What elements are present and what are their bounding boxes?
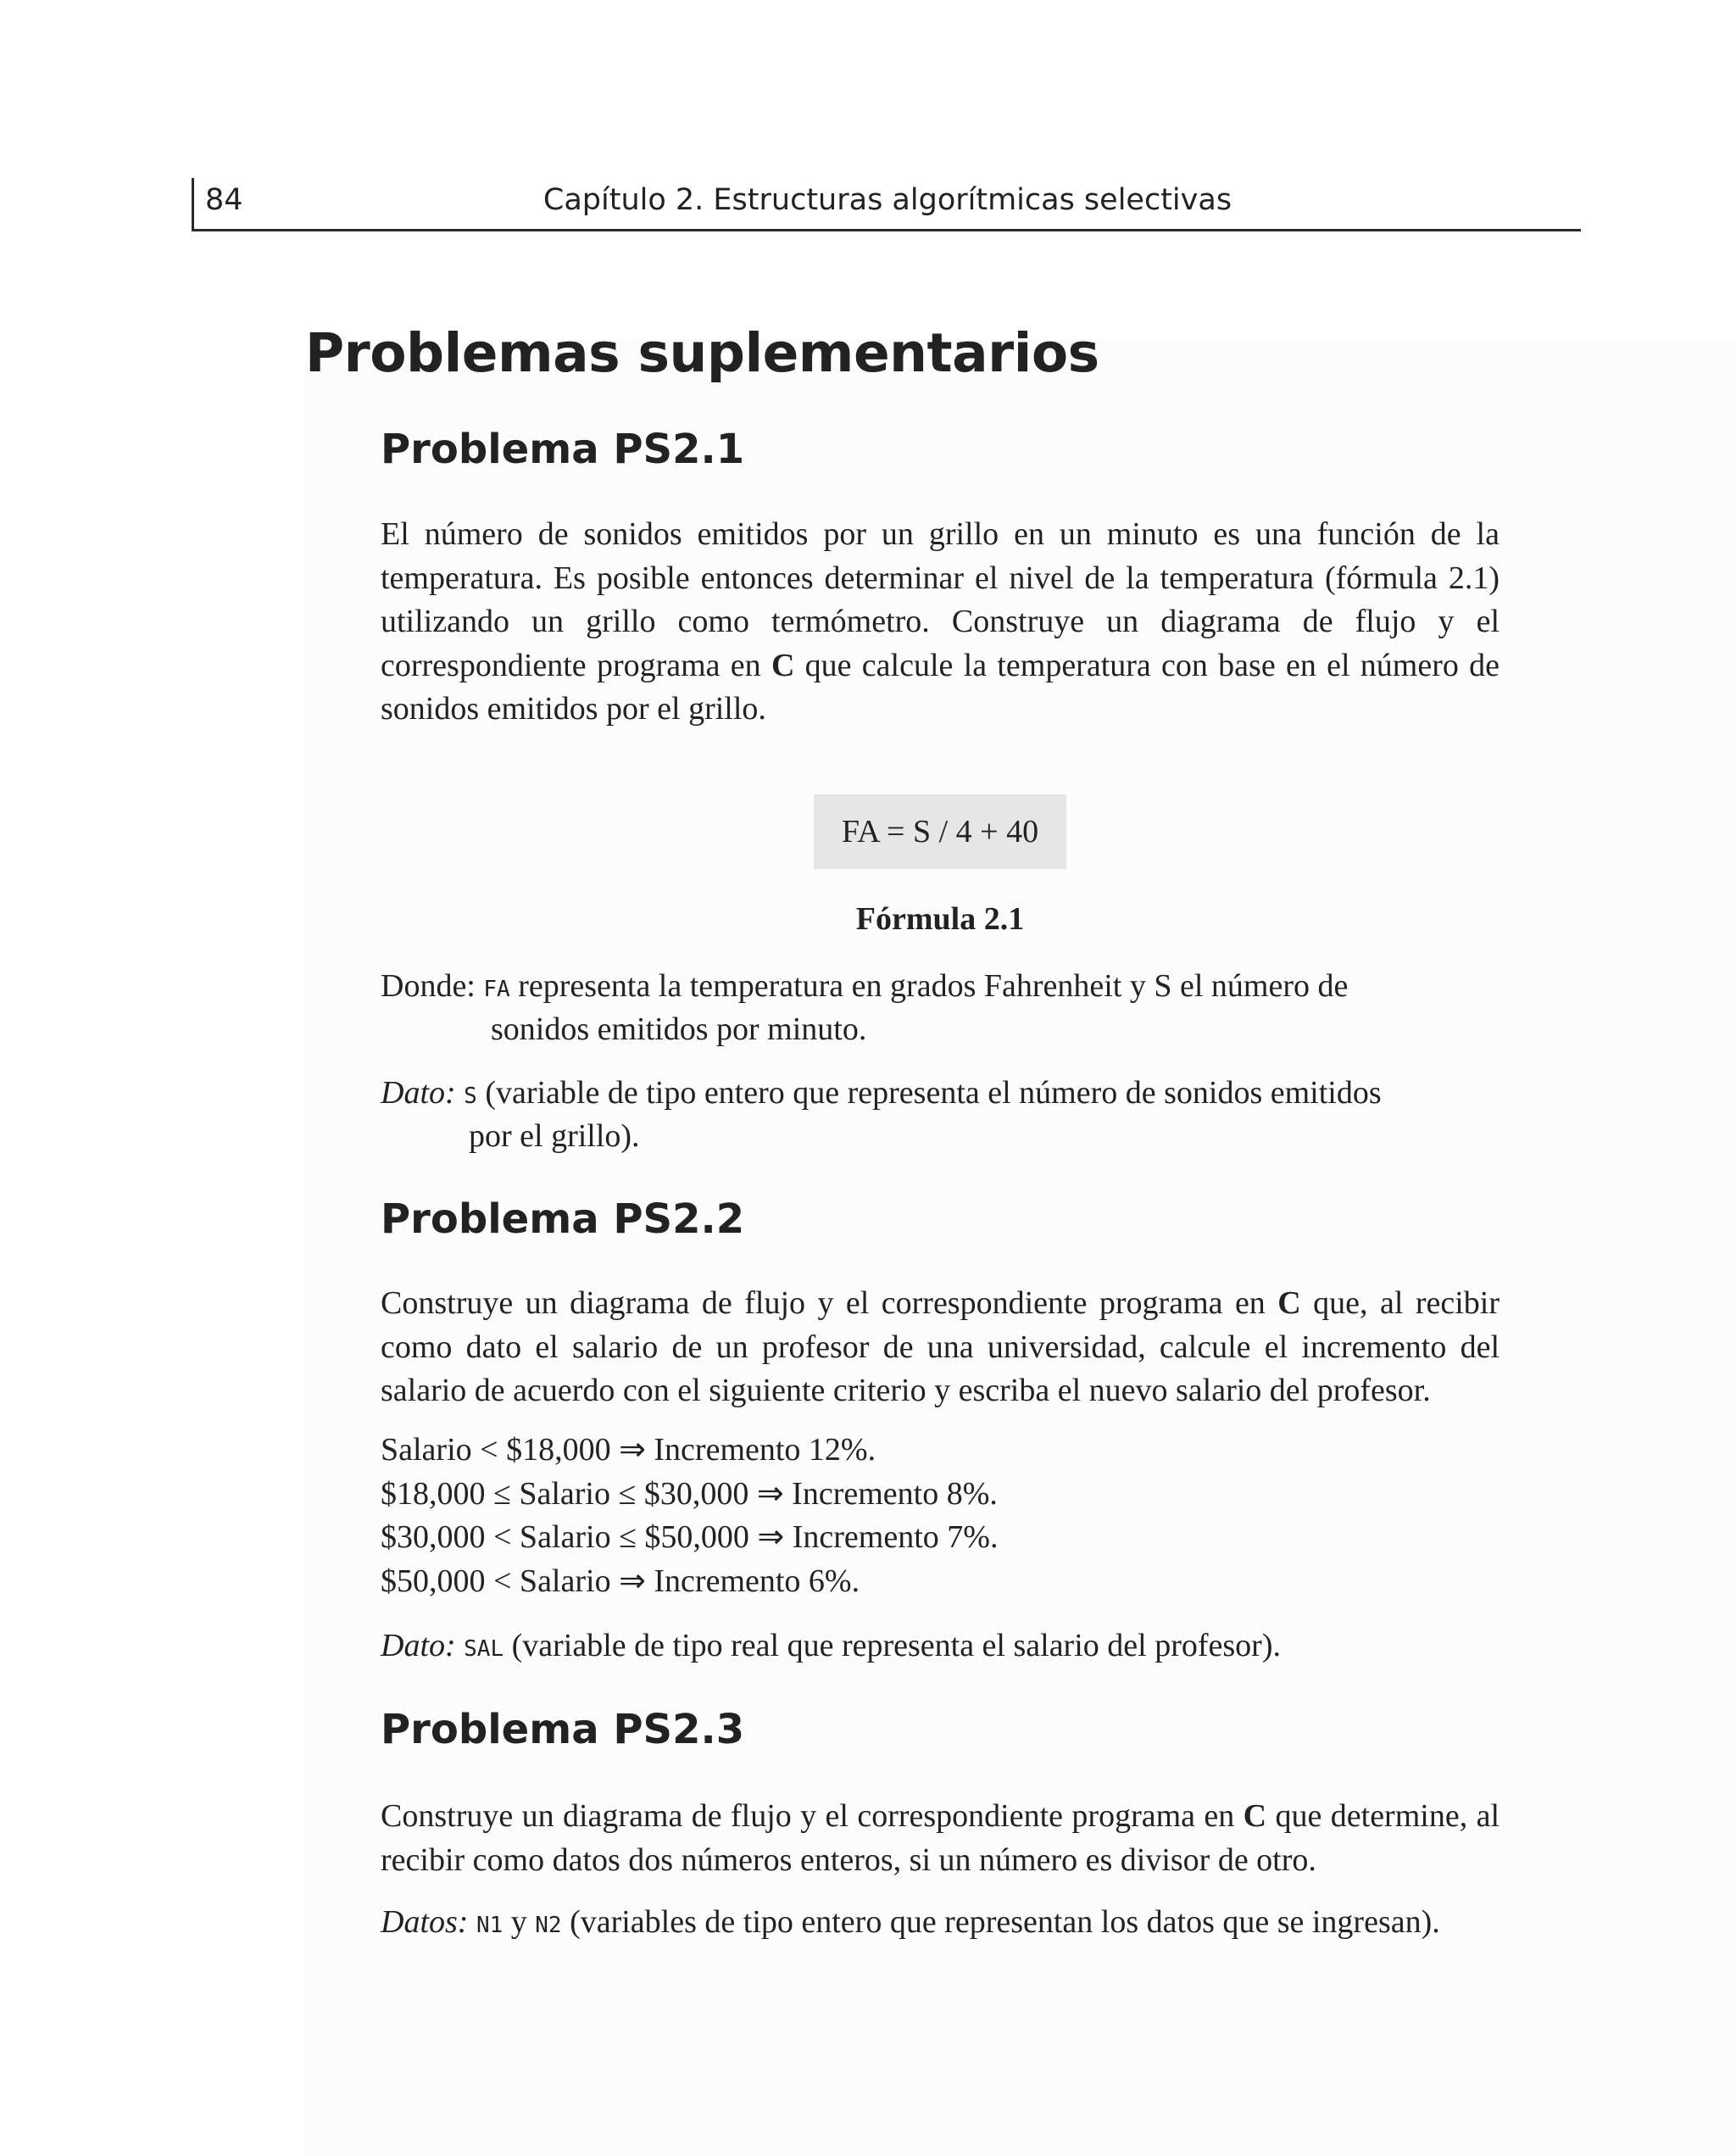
problem-ps2-2-text: Construye un diagrama de flujo y el correspondiente programa en C que, al recibir como dato el salario de un profesor de una universidad, calcule el incremento del salario de acuerdo con el siguiente criterio y escriba el nuevo salario del profesor. — [381, 1285, 1500, 1408]
criteria-list — [381, 1429, 998, 1603]
section-title: Problemas suplementarios — [305, 322, 1099, 384]
dato-line: Dato: S (variable de tipo entero que representa el número de sonidos emitidos — [381, 1075, 1382, 1111]
page-number: 84 — [205, 183, 243, 217]
dato-sal-line: Dato: SAL (variable de tipo real que representa el salario del profesor). — [381, 1628, 1281, 1663]
criterion-item: $50,000 < Salario ⇒ Incremento 6%. — [381, 1563, 860, 1599]
problem-ps2-2-title: Problema PS2.2 — [381, 1195, 745, 1243]
formula-box: FA = S / 4 + 40 — [814, 794, 1066, 869]
problem-ps2-3-title: Problema PS2.3 — [381, 1706, 745, 1753]
page-header — [192, 178, 1581, 231]
problem-ps2-3-text: Construye un diagrama de flujo y el correspondiente programa en C que determine, al recibir como datos dos números enteros, si un número es divisor de otro. — [381, 1798, 1500, 1878]
problem-ps2-1-title: Problema PS2.1 — [381, 426, 745, 473]
problem-ps2-1-text: El número de sonidos emitidos por un grillo en un minuto es una función de la temperatura. Es posible entonces determinar el nivel de la temperatura (fórmula 2.1) utilizando un grillo como termómetro. Construye un diagrama de flujo y el correspondiente programa en C que calcule la temperatura con base en el número de sonidos emitidos por el grillo. — [381, 516, 1500, 727]
dato-line-2: por el grillo). — [469, 1118, 640, 1154]
datos-line: Datos: N1 y N2 (variables de tipo entero que representan los datos que se ingresan). — [381, 1904, 1440, 1940]
running-head: Capítulo 2. Estructuras algorítmicas selectivas — [542, 183, 1232, 217]
formula-caption: Fórmula 2.1 — [855, 901, 1025, 937]
criterion-item: $30,000 < Salario ≤ $50,000 ⇒ Incremento 7%. — [381, 1519, 999, 1555]
donde-line: Donde: FA representa la temperatura en grados Fahrenheit y S el número de — [381, 968, 1349, 1004]
criterion-item: Salario < $18,000 ⇒ Incremento 12%. — [381, 1432, 876, 1468]
criterion-item: $18,000 ≤ Salario ≤ $30,000 ⇒ Incremento 8%. — [381, 1475, 998, 1512]
donde-line-2: sonidos emitidos por minuto. — [491, 1011, 867, 1047]
